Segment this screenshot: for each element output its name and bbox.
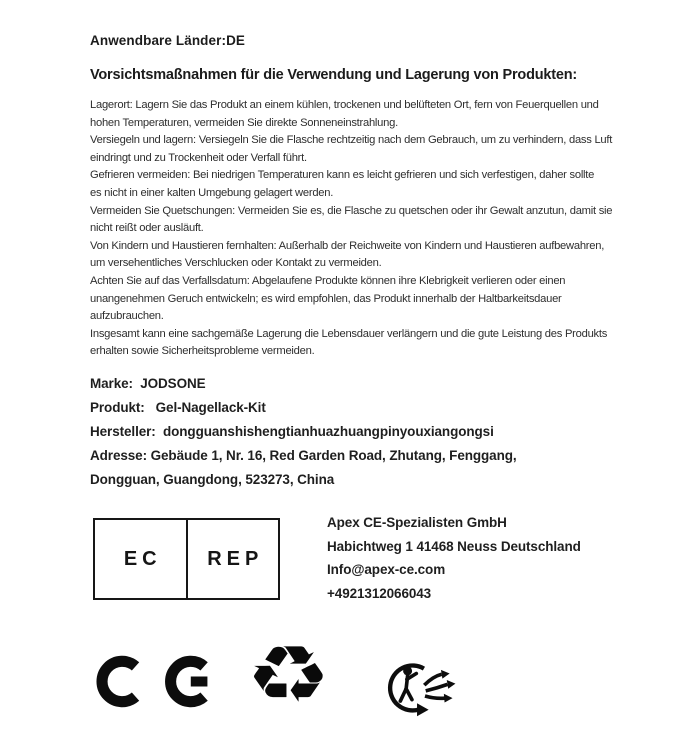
precaution-line: erhalten sowie Sicherheitsprobleme vermeiden. xyxy=(90,345,315,358)
triman-icon xyxy=(385,659,465,722)
page-title: Anwendbare Länder:DE xyxy=(90,33,246,48)
manufacturer-line: Hersteller: dongguanshishengtianhuazhuangpinyouxiangongsi xyxy=(90,424,494,439)
precaution-line: um versehentliches Verschlucken oder Kontakt zu vermeiden. xyxy=(90,257,382,270)
precaution-line: Lagerort: Lagern Sie das Produkt an einem kühlen, trockenen und belüfteten Ort, fern von Feuerquellen und xyxy=(90,99,599,111)
representative-email: Info@apex-ce.com xyxy=(327,562,446,577)
precaution-line: Von Kindern und Haustieren fernhalten: Außerhalb der Reichweite von Kindern und Haustieren aufbewahren, xyxy=(90,239,605,252)
representative-address: Habichtweg 1 41468 Neuss Deutschland xyxy=(327,538,581,554)
representative-name: Apex CE-Spezialisten GmbH xyxy=(327,515,507,530)
section-heading: Vorsichtsmaßnahmen für die Verwendung und Lagerung von Produkten: xyxy=(90,67,578,83)
recycling-icon: ♻ xyxy=(246,629,331,721)
precautions-paragraph xyxy=(90,97,650,361)
precaution-line: Gefrieren vermeiden: Bei niedrigen Temperaturen kann es leicht gefrieren und sich verfestigen, daher sollte xyxy=(90,169,595,182)
precaution-line: Versiegeln und lagern: Versiegeln Sie die Flasche rechtzeitig nach dem Gebrauch, um zu verhindern, dass Luft xyxy=(90,134,613,147)
precaution-line: Insgesamt kann eine sachgemäße Lagerung die Lebensdauer verlängern und die gute Leistung des Produkts xyxy=(90,327,608,340)
precaution-line: eindringt und zu Trockenheit oder Verfall führt. xyxy=(90,151,307,164)
ec-rep-box xyxy=(93,518,280,600)
precaution-line: Achten Sie auf das Verfallsdatum: Abgelaufene Produkte können ihre Klebrigkeit verlieren oder einen xyxy=(90,274,566,287)
address-line: Dongguan, Guangdong, 523273, China xyxy=(90,472,335,487)
precaution-line: es nicht in einer kalten Umgebung gelagert werden. xyxy=(90,186,334,199)
ec-label: EC xyxy=(95,520,188,598)
ce-mark-icon xyxy=(96,655,217,713)
address-line: Adresse: Gebäude 1, Nr. 16, Red Garden Road, Zhutang, Fenggang, xyxy=(90,448,517,463)
precaution-line: aufzubrauchen. xyxy=(90,310,164,323)
precaution-line: unangenehmen Geruch entwickeln; es wird empfohlen, das Produkt innerhalb der Haltbarkeitsdauer xyxy=(90,292,562,305)
representative-phone: +4921312066043 xyxy=(327,585,432,601)
precaution-line: nicht reißt oder ausläuft. xyxy=(90,222,204,235)
precaution-line: Vermeiden Sie Quetschungen: Vermeiden Sie es, die Flasche zu quetschen oder ihr Gewalt anzutun, damit sie xyxy=(90,204,613,217)
product-line: Produkt: Gel-Nagellack-Kit xyxy=(90,400,266,415)
rep-label: REP xyxy=(207,547,264,570)
precaution-line: hohen Temperaturen, vermeiden Sie direkte Sonneneinstrahlung. xyxy=(90,116,398,129)
eu-representative-block xyxy=(327,511,627,605)
product-info-block xyxy=(90,372,630,492)
brand-line: Marke: JODSONE xyxy=(90,376,206,391)
